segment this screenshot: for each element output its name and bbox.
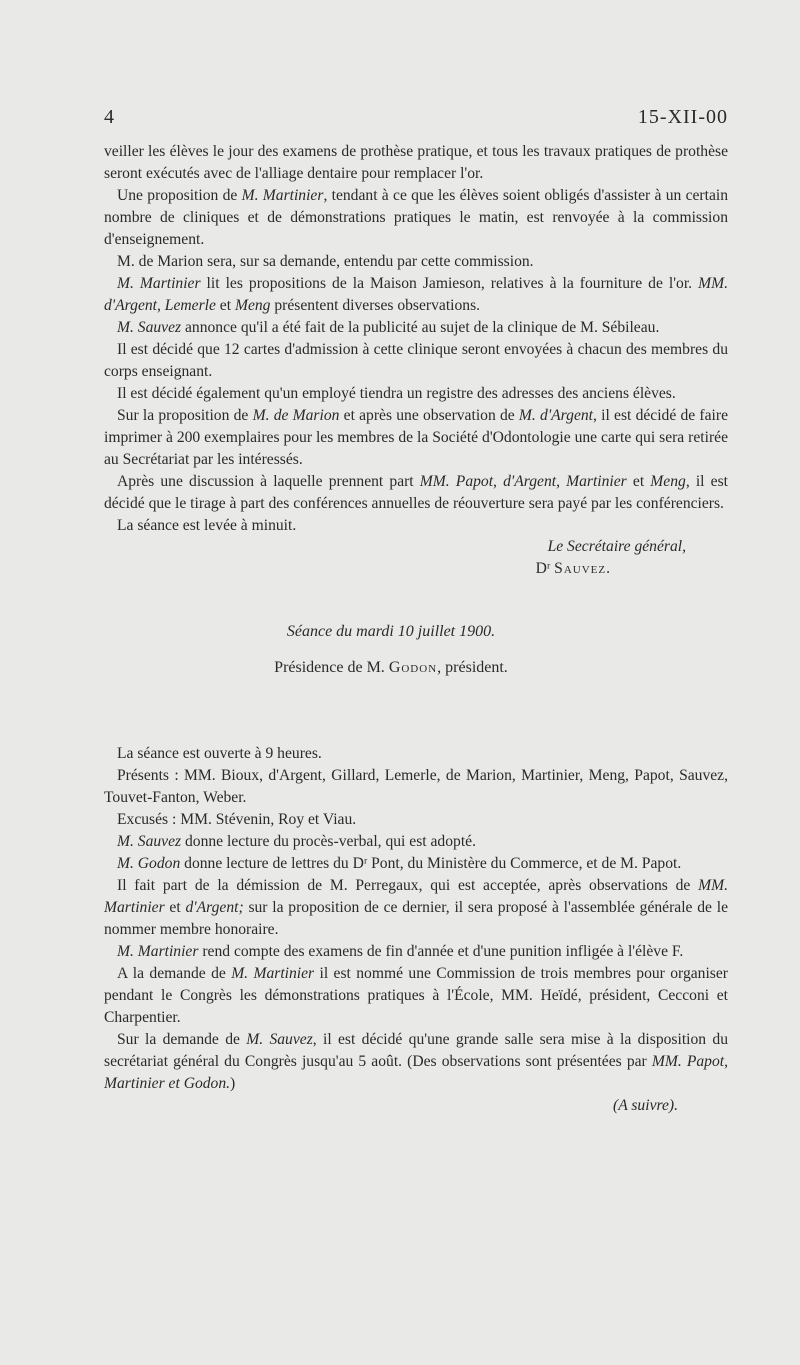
paragraph [104, 809, 728, 831]
paragraph [104, 273, 728, 317]
minutes-block-1 [104, 141, 728, 679]
paragraph [104, 963, 728, 1029]
signature-name: Sauvez. [554, 560, 611, 577]
text-run: Il est décidé également qu'un employé tiendra un registre des adresses des anciens élèves. [117, 385, 676, 402]
text-run: , tendant à ce que les élèves soient obligés d'assister à un certain nombre de cliniques et de démonstrations pratiques le matin, est renvoyée à la commission d'enseignement. [104, 187, 728, 248]
presidence-line [104, 657, 678, 679]
paragraph [104, 875, 728, 941]
text-run: Sur la proposition de [117, 407, 253, 424]
text-run: donne lecture du procès-verbal, qui est adopté. [181, 833, 476, 850]
italic-name: M. Sauvez [117, 319, 182, 336]
italic-name: MM. Papot, d'Argent, Martinier [419, 473, 627, 490]
paragraph [104, 941, 728, 963]
paragraph [104, 141, 728, 185]
text-run: lit les propositions de la Maison Jamieson, relatives à la fourniture de l'or. [200, 275, 699, 292]
paragraphs-block-2 [104, 743, 728, 1095]
signature-title: Le Secrétaire général, [547, 538, 686, 555]
italic-name: M. Martinier [117, 275, 201, 292]
text-run: annonce qu'il a été fait de la publicité au sujet de la clinique de M. Sébileau. [181, 319, 660, 336]
italic-name: MM. Martinier [104, 877, 728, 916]
text-run: sur la proposition de ce dernier, il sera proposé à l'assemblée générale de le nommer membre honoraire. [104, 899, 728, 938]
italic-name: M. Martinier [117, 943, 199, 960]
page-number: 4 [104, 106, 114, 128]
session-title: Séance du mardi 10 juillet 1900. [286, 623, 496, 640]
signature-prefix: Dʳ [535, 560, 551, 577]
text-run: rend compte des examens de fin d'année et d'une punition infligée à l'élève F. [198, 943, 684, 960]
paragraph [104, 831, 728, 853]
text-run: donne lecture de lettres du Dʳ Pont, du Ministère du Commerce, et de M. Papot. [180, 855, 682, 872]
minutes-block-2 [104, 743, 728, 1117]
presidence-suffix: , président. [437, 659, 508, 676]
presidence-prefix: Présidence de M. [274, 659, 385, 676]
text-run: , il est décidé qu'une grande salle sera mise à la disposition du secrétariat général du Congrès jusqu'au 5 août. (Des observations sont présentées par [104, 1031, 729, 1070]
text-run: ) [230, 1075, 236, 1092]
text-run: Après une discussion à laquelle prennent part [117, 473, 420, 490]
text-run: M. de Marion sera, sur sa demande, entendu par cette commission. [117, 253, 534, 270]
italic-name: M. Martinier [231, 965, 315, 982]
italic-name: M. Godon [117, 855, 181, 872]
header-date: 15-XII-00 [637, 106, 728, 128]
to-be-continued: (A suivre). [613, 1097, 678, 1114]
signature-name-line [104, 559, 686, 579]
text-run: il est nommé une Commission de trois membres pour organiser pendant le Congrès les démonstrations pratiques à l'École, MM. Heïdé, président, Cecconi et Charpentier. [104, 965, 728, 1026]
paragraph [104, 317, 728, 339]
paragraph [104, 853, 728, 875]
text-run: et [215, 297, 235, 314]
text-run: , il est décidé que le tirage à part des conférences annuelles de réouverture sera payé par les conférenciers. [104, 473, 728, 512]
paragraphs-block-1 [104, 141, 728, 537]
paragraph [104, 515, 728, 537]
italic-name: M. d'Argent [518, 407, 594, 424]
italic-name: Meng [234, 297, 271, 314]
text-run: et après une observation de [339, 407, 519, 424]
italic-name: M. Sauvez [117, 833, 182, 850]
paragraph [104, 743, 728, 765]
italic-name: MM. Papot, Martinier et Godon. [104, 1053, 728, 1092]
paragraph [104, 1029, 728, 1095]
paragraph [104, 383, 728, 405]
italic-name: Meng [650, 473, 686, 490]
italic-name: MM. d'Argent, Lemerle [104, 275, 728, 314]
paragraph [104, 405, 728, 471]
text-run: Excusés : MM. Stévenin, Roy et Viau. [117, 811, 357, 828]
text-run: A la demande de [117, 965, 232, 982]
text-run: La séance est levée à minuit. [117, 517, 297, 534]
text-run: La séance est ouverte à 9 heures. [117, 745, 322, 762]
text-run: Présents : MM. Bioux, d'Argent, Gillard, Lemerle, de Marion, Martinier, Meng, Papot, Sauvez, Touvet-Fanton, Weber. [104, 767, 728, 806]
text-run: Une proposition de [117, 187, 242, 204]
text-run: Il est décidé que 12 cartes d'admission à cette clinique seront envoyées à chacun des membres du corps enseignant. [104, 341, 728, 380]
text-run: veiller les élèves le jour des examens de prothèse pratique, et tous les travaux pratiques de prothèse seront exécutés avec de l'alliage dentaire pour remplacer l'or. [104, 143, 728, 182]
italic-name: M. Sauvez [246, 1031, 313, 1048]
page-header [104, 106, 728, 132]
signature [104, 537, 728, 579]
text-run: Il fait part de la démission de M. Perregaux, qui est acceptée, après observations de [117, 877, 699, 894]
paragraph [104, 339, 728, 383]
president-name: Godon [388, 659, 438, 676]
paragraph [104, 765, 728, 809]
text-run: présentent diverses observations. [270, 297, 481, 314]
paragraph [104, 471, 728, 515]
italic-name: M. Martinier [241, 187, 324, 204]
text-run: et [164, 899, 186, 916]
italic-name: M. de Marion [252, 407, 340, 424]
text-run: Sur la demande de [117, 1031, 247, 1048]
text-run: , il est décidé de faire imprimer à 200 exemplaires pour les membres de la Société d'Odontologie une carte qui sera retirée au Secrétariat par les intéressés. [104, 407, 728, 468]
italic-name: d'Argent; [185, 899, 244, 916]
paragraph [104, 251, 728, 273]
paragraph [104, 185, 728, 251]
text-run: et [626, 473, 651, 490]
